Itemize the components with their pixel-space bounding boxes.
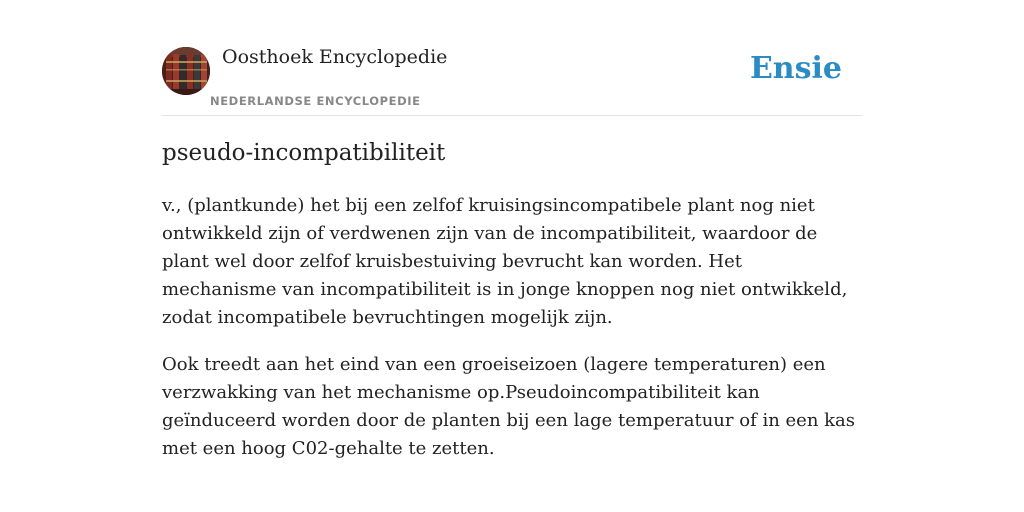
- bookshelf-icon[interactable]: [162, 47, 210, 95]
- site-subtitle: NEDERLANDSE ENCYCLOPEDIE: [210, 94, 421, 108]
- article-body: [162, 192, 862, 482]
- article-paragraph: v., (plantkunde) het bij een zelfof kruisingsincompatibele plant nog niet ontwikkeld zijn of verdwenen zijn van de incompatibiliteit, waardoor de plant wel door zelfof kruisbestuiving bevrucht kan worden. Het mechanisme van incompatibiliteit is in jonge knoppen nog niet ontwikkeld, zodat incompatibele bevruchtingen mogelijk zijn.: [162, 195, 848, 328]
- article-title: pseudo-incompatibiliteit: [162, 140, 446, 166]
- article-paragraph: Ook treedt aan het eind van een groeiseizoen (lagere temperaturen) een verzwakking van het mechanisme op.Pseudoincompatibiliteit kan geïnduceerd worden door de planten bij een lage temperatuur of in een kas met een hoog C02-gehalte te zetten.: [162, 354, 856, 459]
- site-header: [162, 0, 862, 116]
- brand-logo[interactable]: Ensie: [749, 51, 842, 86]
- site-title[interactable]: Oosthoek Encyclopedie: [222, 46, 448, 68]
- article-card: [162, 0, 862, 512]
